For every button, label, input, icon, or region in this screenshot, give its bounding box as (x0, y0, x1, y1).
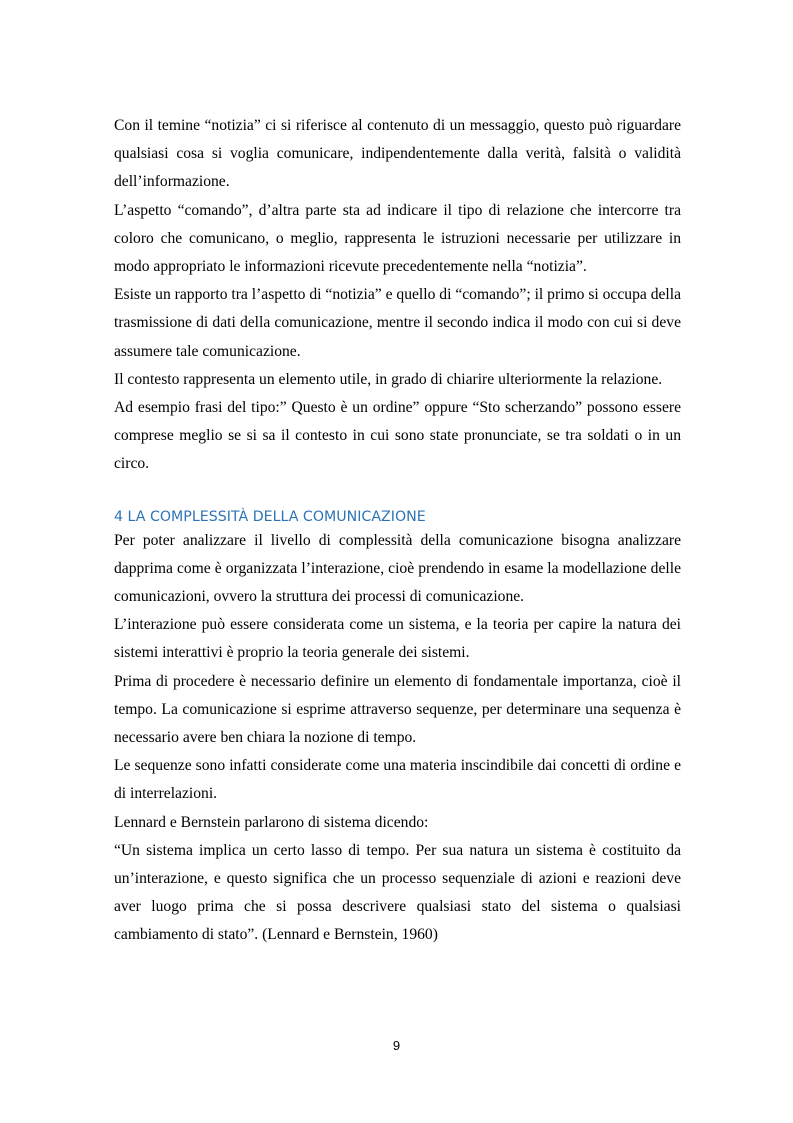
paragraph-sequenze: Le sequenze sono infatti considerate come una materia inscindibile dai concetti di ordine e di interrelazioni. (114, 757, 681, 803)
paragraph-lennard-bernstein: Lennard e Bernstein parlarono di sistema dicendo: (114, 813, 429, 831)
paragraph-tempo: Prima di procedere è necessario definire un elemento di fondamentale importanza, cioè il tempo. La comunicazione si esprime attraverso sequenze, per determinare una sequenza è necessario avere ben chiara la nozione di tempo. (114, 672, 681, 747)
paragraph-comando: L’aspetto “comando”, d’altra parte sta ad indicare il tipo di relazione che intercorre tra coloro che comunicano, o meglio, rappresenta le istruzioni necessarie per utilizzare in modo appropriato le informazioni ricevute precedentemente nella “notizia”. (114, 201, 681, 276)
paragraph-quote: “Un sistema implica un certo lasso di tempo. Per sua natura un sistema è costituito da un’interazione, e questo significa che un processo sequenziale di azioni e reazioni deve aver luogo prima che si possa descrivere qualsiasi stato del sistema o qualsiasi cambiamento di stato”. (Lennard e Bernstein, 1960) (114, 841, 681, 944)
section-heading: 4 LA COMPLESSITÀ DELLA COMUNICAZIONE (114, 508, 426, 525)
section-spacer (114, 479, 681, 507)
paragraph-notizia: Con il temine “notizia” ci si riferisce al contenuto di un messaggio, questo può riguardare qualsiasi cosa si voglia comunicare, indipendentemente dalla verità, falsità o validità dell’informazione. (114, 117, 681, 191)
paragraph-complessita: Per poter analizzare il livello di complessità della comunicazione bisogna analizzare dapprima come è organizzata l’interazione, cioè prendendo in esame la modellazione delle comunicazioni, ovvero la struttura dei processi di comunicazione. (114, 531, 681, 606)
paragraph-esempio: Ad esempio frasi del tipo:” Questo è un ordine” oppure “Sto scherzando” possono essere comprese meglio se si sa il contesto in cui sono state pronunciate, se tra soldati o in un circo. (114, 399, 681, 473)
body-text (114, 112, 681, 950)
paragraph-interazione: L’interazione può essere considerata come un sistema, e la teoria per capire la natura dei sistemi interattivi è proprio la teoria generale dei sistemi. (114, 616, 681, 662)
paragraph-contesto: Il contesto rappresenta un elemento utile, in grado di chiarire ulteriormente la relazione. (114, 370, 663, 388)
page-number: 9 (392, 1038, 401, 1053)
paragraph-rapporto: Esiste un rapporto tra l’aspetto di “notizia” e quello di “comando”; il primo si occupa della trasmissione di dati della comunicazione, mentre il secondo indica il modo con cui si deve assumere tale comunicazione. (114, 286, 681, 360)
